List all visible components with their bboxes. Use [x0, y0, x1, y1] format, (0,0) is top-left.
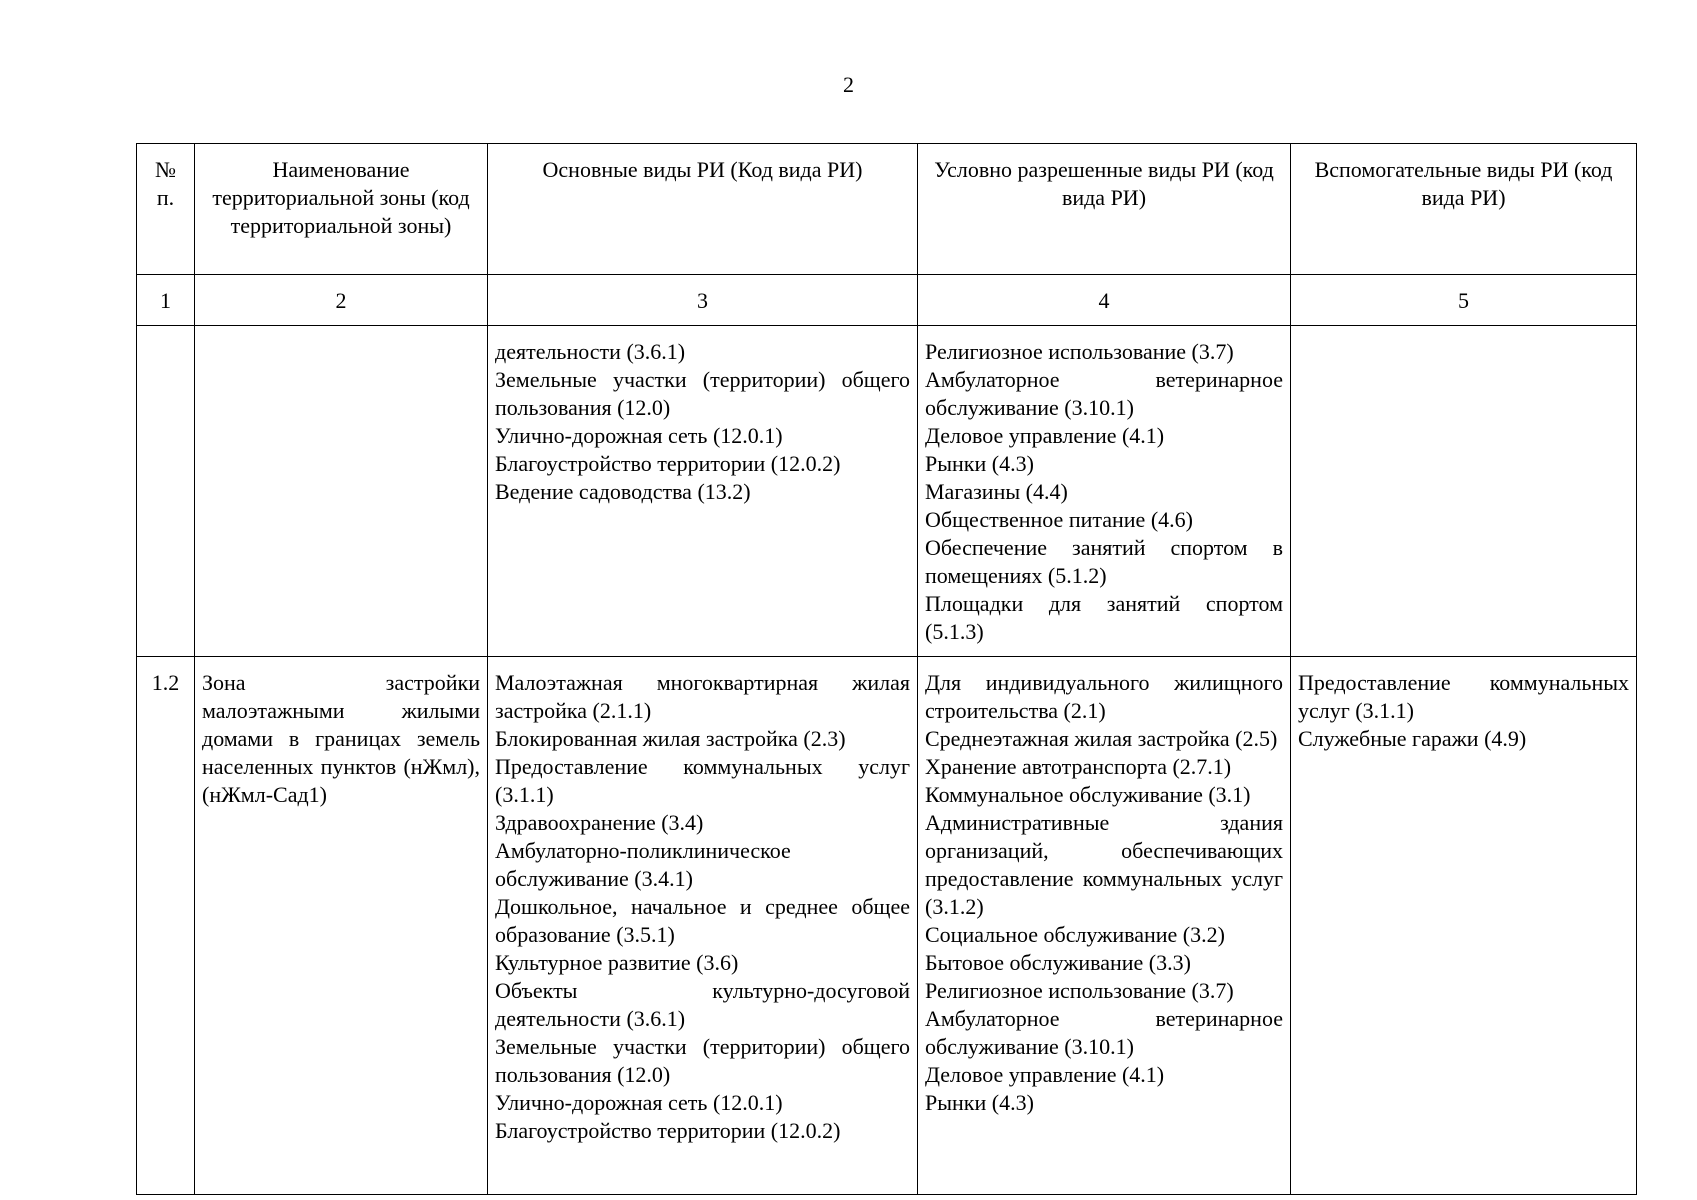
- main-uses-list: [488, 657, 918, 1195]
- list-item: Амбулаторное ветеринарное обслуживание (3.10.1): [925, 1006, 1283, 1059]
- table-row: [137, 657, 1637, 1195]
- zones-table: [136, 143, 1637, 1195]
- auxiliary-uses-list: [1291, 326, 1637, 657]
- list-item: Социальное обслуживание (3.2): [925, 922, 1225, 947]
- auxiliary-uses-list: [1291, 657, 1637, 1195]
- list-item: Блокированная жилая застройка (2.3): [495, 726, 846, 751]
- column-number: 2: [195, 275, 488, 326]
- column-number: 5: [1291, 275, 1637, 326]
- list-item: Бытовое обслуживание (3.3): [925, 950, 1191, 975]
- header-cell-main-uses: Основные виды РИ (Код вида РИ): [488, 144, 918, 275]
- column-number: 4: [918, 275, 1291, 326]
- list-item: Общественное питание (4.6): [925, 507, 1193, 532]
- main-uses-list: [488, 326, 918, 657]
- list-item: Предоставление коммунальных услуг (3.1.1): [1298, 670, 1629, 723]
- list-item: Магазины (4.4): [925, 479, 1068, 504]
- list-item: Объекты культурно-досуговой деятельности (3.6.1): [495, 978, 910, 1031]
- list-item: Улично-дорожная сеть (12.0.1): [495, 1090, 783, 1115]
- list-item: Хранение автотранспорта (2.7.1): [925, 754, 1232, 779]
- row-number: [137, 326, 195, 657]
- zone-name: [195, 326, 488, 657]
- column-number: 1: [137, 275, 195, 326]
- list-item: Предоставление коммунальных услуг (3.1.1): [495, 754, 910, 807]
- list-item: Обеспечение занятий спортом в помещениях (5.1.2): [925, 535, 1283, 588]
- header-cell-number: № п.: [137, 144, 195, 275]
- column-number: 3: [488, 275, 918, 326]
- header-cell-zone: Наименование территориальной зоны (код территориальной зоны): [195, 144, 488, 275]
- list-item: Здравоохранение (3.4): [495, 810, 704, 835]
- list-item: Культурное развитие (3.6): [495, 950, 739, 975]
- column-number-row: [137, 275, 1637, 326]
- list-item: Рынки (4.3): [925, 1090, 1034, 1115]
- list-item: Рынки (4.3): [925, 451, 1034, 476]
- conditional-uses-list: [918, 657, 1291, 1195]
- row-number: 1.2: [137, 657, 195, 1195]
- list-item: Малоэтажная многоквартирная жилая застройка (2.1.1): [495, 670, 910, 723]
- zone-name: Зона застройки малоэтажными жилыми домами в границах земель населенных пунктов (нЖмл), (нЖмл-Сад1): [195, 657, 488, 1195]
- list-item: Дошкольное, начальное и среднее общее образование (3.5.1): [495, 894, 910, 947]
- list-item: Для индивидуального жилищного строительства (2.1): [925, 670, 1283, 723]
- list-item: Ведение садоводства (13.2): [495, 479, 751, 504]
- list-item: Административные здания организаций, обеспечивающих предоставление коммунальных услуг (3.1.2): [925, 810, 1283, 919]
- list-item: Амбулаторно-поликлиническое обслуживание (3.4.1): [495, 838, 791, 891]
- conditional-uses-list: [918, 326, 1291, 657]
- page-number: 2: [843, 72, 854, 97]
- list-item: Деловое управление (4.1): [925, 423, 1165, 448]
- list-item: Амбулаторное ветеринарное обслуживание (3.10.1): [925, 367, 1283, 420]
- header-cell-auxiliary-uses: Вспомогательные виды РИ (код вида РИ): [1291, 144, 1637, 275]
- list-item: Деловое управление (4.1): [925, 1062, 1165, 1087]
- list-item: Коммунальное обслуживание (3.1): [925, 782, 1251, 807]
- list-item: Площадки для занятий спортом (5.1.3): [925, 591, 1283, 644]
- list-item: Улично-дорожная сеть (12.0.1): [495, 423, 783, 448]
- list-item: Религиозное использование (3.7): [925, 978, 1234, 1003]
- header-cell-conditional-uses: Условно разрешенные виды РИ (код вида РИ): [918, 144, 1291, 275]
- table-header-row: [137, 144, 1637, 275]
- list-item: Благоустройство территории (12.0.2): [495, 1118, 841, 1143]
- list-item: деятельности (3.6.1): [495, 339, 686, 364]
- table-row: [137, 326, 1637, 657]
- list-item: Среднеэтажная жилая застройка (2.5): [925, 726, 1278, 751]
- list-item: Земельные участки (территории) общего пользования (12.0): [495, 367, 910, 420]
- list-item: Служебные гаражи (4.9): [1298, 726, 1527, 751]
- list-item: Религиозное использование (3.7): [925, 339, 1234, 364]
- list-item: Благоустройство территории (12.0.2): [495, 451, 841, 476]
- list-item: Земельные участки (территории) общего пользования (12.0): [495, 1034, 910, 1087]
